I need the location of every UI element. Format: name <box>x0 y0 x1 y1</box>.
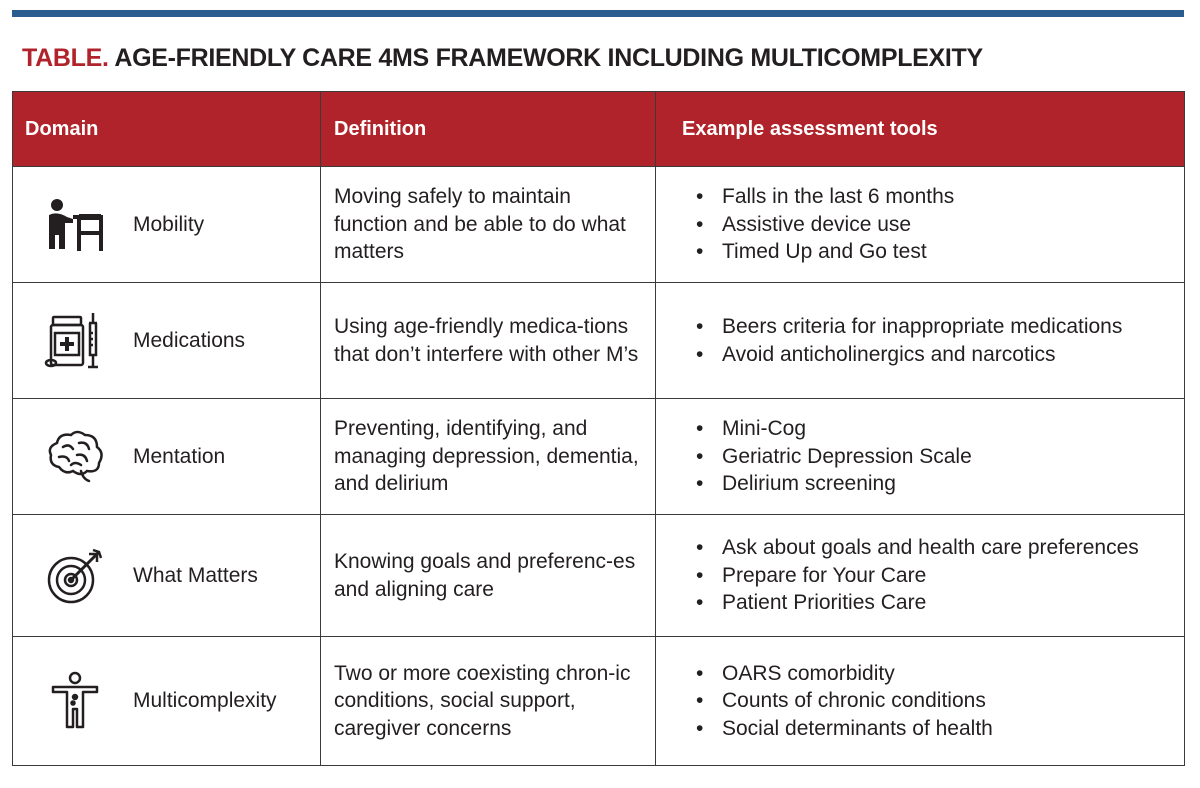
domain-name: What Matters <box>133 563 258 587</box>
list-item: • Counts of chronic conditions <box>696 687 1174 715</box>
domain-cell <box>13 399 321 515</box>
list-item: • Prepare for Your Care <box>696 562 1174 590</box>
domain-name: Mobility <box>133 212 205 236</box>
list-item: • Social determinants of health <box>696 715 1174 743</box>
list-item: • OARS comorbidity <box>696 660 1174 688</box>
target-arrow-icon <box>39 544 111 608</box>
list-item: • Delirium screening <box>696 470 1174 498</box>
header-domain: Domain <box>13 92 321 167</box>
framework-table <box>12 91 1185 766</box>
brain-icon <box>39 425 111 489</box>
domain-cell <box>13 167 321 283</box>
caption-label: TABLE. <box>22 44 109 72</box>
definition-cell: Knowing goals and preferenc-es and aligning care <box>321 515 656 637</box>
header-tools: Example assessment tools <box>656 92 1185 167</box>
top-rule <box>12 10 1184 17</box>
table-row <box>13 283 1185 399</box>
domain-name: Medications <box>133 328 246 352</box>
tools-cell <box>656 515 1185 637</box>
domain-name: Multicomplexity <box>133 689 277 713</box>
tools-cell <box>656 283 1185 399</box>
human-body-icon <box>39 669 111 733</box>
table-row <box>13 637 1185 766</box>
header-definition: Definition <box>321 92 656 167</box>
pill-bottle-syringe-icon <box>39 309 111 373</box>
domain-cell <box>13 637 321 766</box>
table-row <box>13 399 1185 515</box>
definition-cell: Preventing, identifying, and managing depression, dementia, and delirium <box>321 399 656 515</box>
walker-icon <box>39 193 111 257</box>
header-row <box>13 92 1185 167</box>
caption-title: AGE-FRIENDLY CARE 4MS FRAMEWORK INCLUDING MULTICOMPLEXITY <box>114 44 983 72</box>
list-item: • Avoid anticholinergics and narcotics <box>696 341 1174 369</box>
domain-cell <box>13 515 321 637</box>
tools-cell <box>656 399 1185 515</box>
list-item: • Patient Priorities Care <box>696 589 1174 617</box>
domain-cell <box>13 283 321 399</box>
definition-cell: Two or more coexisting chron-ic conditions, social support, caregiver concerns <box>321 637 656 766</box>
domain-name: Mentation <box>133 444 226 468</box>
tools-cell <box>656 167 1185 283</box>
list-item: • Assistive device use <box>696 211 1174 239</box>
list-item: • Ask about goals and health care preferences <box>696 534 1174 562</box>
list-item: • Timed Up and Go test <box>696 238 1174 266</box>
tools-cell <box>656 637 1185 766</box>
list-item: • Mini-Cog <box>696 415 1174 443</box>
table-row <box>13 515 1185 637</box>
list-item: • Geriatric Depression Scale <box>696 443 1174 471</box>
list-item: • Beers criteria for inappropriate medications <box>696 313 1174 341</box>
table-caption <box>22 44 983 73</box>
definition-cell: Using age-friendly medica-tions that don’t interfere with other M’s <box>321 283 656 399</box>
definition-cell: Moving safely to maintain function and be able to do what matters <box>321 167 656 283</box>
table-row <box>13 167 1185 283</box>
list-item: • Falls in the last 6 months <box>696 183 1174 211</box>
